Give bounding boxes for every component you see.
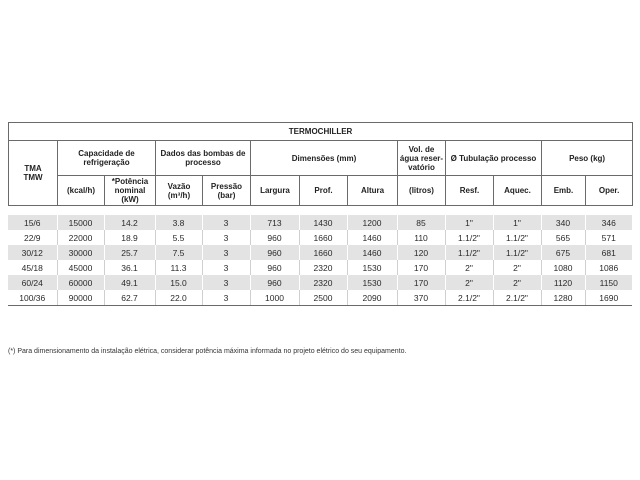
- table-cell: 1.1/2": [445, 245, 493, 260]
- table-cell: 1.1/2": [445, 230, 493, 245]
- table-cell: 5.5: [155, 230, 202, 245]
- subheader-packed: Emb.: [542, 176, 586, 206]
- table-cell: 681: [585, 245, 632, 260]
- table-cell: 1660: [299, 230, 347, 245]
- table-cell: 1280: [541, 290, 585, 305]
- table-cell: 45000: [57, 260, 104, 275]
- table-cell: 2.1/2": [445, 290, 493, 305]
- header-table: [8, 122, 633, 206]
- model-header-tma: TMA: [24, 164, 42, 173]
- capacity-header: Capacidade de refrigeração: [58, 141, 156, 176]
- table-cell: 36.1: [104, 260, 155, 275]
- subheader-kcal: (kcal/h): [58, 176, 105, 206]
- table-cell: 2.1/2": [493, 290, 541, 305]
- table-cell: 1690: [585, 290, 632, 305]
- subheader-operating: Oper.: [586, 176, 633, 206]
- table-cell: 1": [493, 215, 541, 230]
- table-cell: 3: [202, 260, 250, 275]
- table-cell: 18.9: [104, 230, 155, 245]
- table-row: [8, 230, 632, 245]
- table-cell: 2090: [347, 290, 397, 305]
- dimensions-header: Dimensões (mm): [251, 141, 398, 176]
- model-cell: 45/18: [8, 260, 57, 275]
- table-cell: 1150: [585, 275, 632, 290]
- volume-header: Vol. de água reser-vatório: [398, 141, 446, 176]
- table-cell: 1530: [347, 260, 397, 275]
- subheader-pressure: Pressão (bar): [203, 176, 251, 206]
- table-cell: 1530: [347, 275, 397, 290]
- table-cell: 1430: [299, 215, 347, 230]
- table-cell: 14.2: [104, 215, 155, 230]
- table-cell: 2": [445, 260, 493, 275]
- table-cell: 2": [493, 275, 541, 290]
- subheader-depth: Prof.: [300, 176, 348, 206]
- table-cell: 1000: [250, 290, 299, 305]
- header-spacer: [8, 206, 632, 215]
- table-cell: 49.1: [104, 275, 155, 290]
- table-cell: 3: [202, 290, 250, 305]
- table-cell: 960: [250, 260, 299, 275]
- table-cell: 22000: [57, 230, 104, 245]
- model-cell: 30/12: [8, 245, 57, 260]
- table-cell: 2": [493, 260, 541, 275]
- table-cell: 1200: [347, 215, 397, 230]
- table-cell: 370: [397, 290, 445, 305]
- table-cell: 1.1/2": [493, 245, 541, 260]
- table-row: [8, 290, 632, 305]
- table-cell: 713: [250, 215, 299, 230]
- table-cell: 1460: [347, 245, 397, 260]
- table-cell: 571: [585, 230, 632, 245]
- table-bottom-rule: [8, 305, 632, 306]
- table-cell: 340: [541, 215, 585, 230]
- pumps-header: Dados das bombas de processo: [156, 141, 251, 176]
- table-cell: 60000: [57, 275, 104, 290]
- subheader-heating: Aquec.: [494, 176, 542, 206]
- table-cell: 11.3: [155, 260, 202, 275]
- table-title: TERMOCHILLER: [9, 123, 633, 141]
- subheader-flow: Vazão (m³/h): [156, 176, 203, 206]
- table-cell: 1660: [299, 245, 347, 260]
- data-rows: [8, 215, 632, 305]
- table-cell: 15000: [57, 215, 104, 230]
- footnote: (*) Para dimensionamento da instalação elétrica, considerar potência máxima informada no projeto elétrico do seu equipamento.: [8, 348, 407, 355]
- table-row: [8, 275, 632, 290]
- table-cell: 960: [250, 230, 299, 245]
- table-cell: 2": [445, 275, 493, 290]
- table-cell: 62.7: [104, 290, 155, 305]
- table-cell: 2500: [299, 290, 347, 305]
- table-cell: 15.0: [155, 275, 202, 290]
- subheader-width: Largura: [251, 176, 300, 206]
- table-cell: 7.5: [155, 245, 202, 260]
- table-cell: 565: [541, 230, 585, 245]
- table-cell: 2320: [299, 275, 347, 290]
- model-header-tmw: TMW: [23, 173, 43, 182]
- table-cell: 960: [250, 275, 299, 290]
- model-cell: 22/9: [8, 230, 57, 245]
- model-cell: 100/36: [8, 290, 57, 305]
- table-cell: 1.1/2": [493, 230, 541, 245]
- table-cell: 3: [202, 230, 250, 245]
- table-cell: 110: [397, 230, 445, 245]
- subheader-power: *Potência nominal (kW): [105, 176, 156, 206]
- model-header: [9, 141, 58, 206]
- table-cell: 3: [202, 245, 250, 260]
- weight-header: Peso (kg): [542, 141, 633, 176]
- table-cell: 1460: [347, 230, 397, 245]
- model-cell: 15/6: [8, 215, 57, 230]
- table-cell: 960: [250, 245, 299, 260]
- table-cell: 675: [541, 245, 585, 260]
- table-cell: 170: [397, 260, 445, 275]
- table-cell: 170: [397, 275, 445, 290]
- table-cell: 3.8: [155, 215, 202, 230]
- subheader-liters: (litros): [398, 176, 446, 206]
- table-cell: 22.0: [155, 290, 202, 305]
- table-cell: 3: [202, 215, 250, 230]
- table-cell: 25.7: [104, 245, 155, 260]
- table-cell: 1080: [541, 260, 585, 275]
- tubing-header: Ø Tubulação processo: [446, 141, 542, 176]
- table-cell: 120: [397, 245, 445, 260]
- model-cell: 60/24: [8, 275, 57, 290]
- data-table: [8, 215, 632, 305]
- table-cell: 346: [585, 215, 632, 230]
- table-row: [8, 245, 632, 260]
- subheader-height: Altura: [348, 176, 398, 206]
- table-cell: 85: [397, 215, 445, 230]
- table-cell: 2320: [299, 260, 347, 275]
- table-row: [8, 215, 632, 230]
- subheader-cooling: Resf.: [446, 176, 494, 206]
- table-cell: 1086: [585, 260, 632, 275]
- table-cell: 90000: [57, 290, 104, 305]
- table-cell: 30000: [57, 245, 104, 260]
- spec-sheet: [8, 122, 632, 306]
- table-row: [8, 260, 632, 275]
- table-cell: 1120: [541, 275, 585, 290]
- table-cell: 1": [445, 215, 493, 230]
- table-cell: 3: [202, 275, 250, 290]
